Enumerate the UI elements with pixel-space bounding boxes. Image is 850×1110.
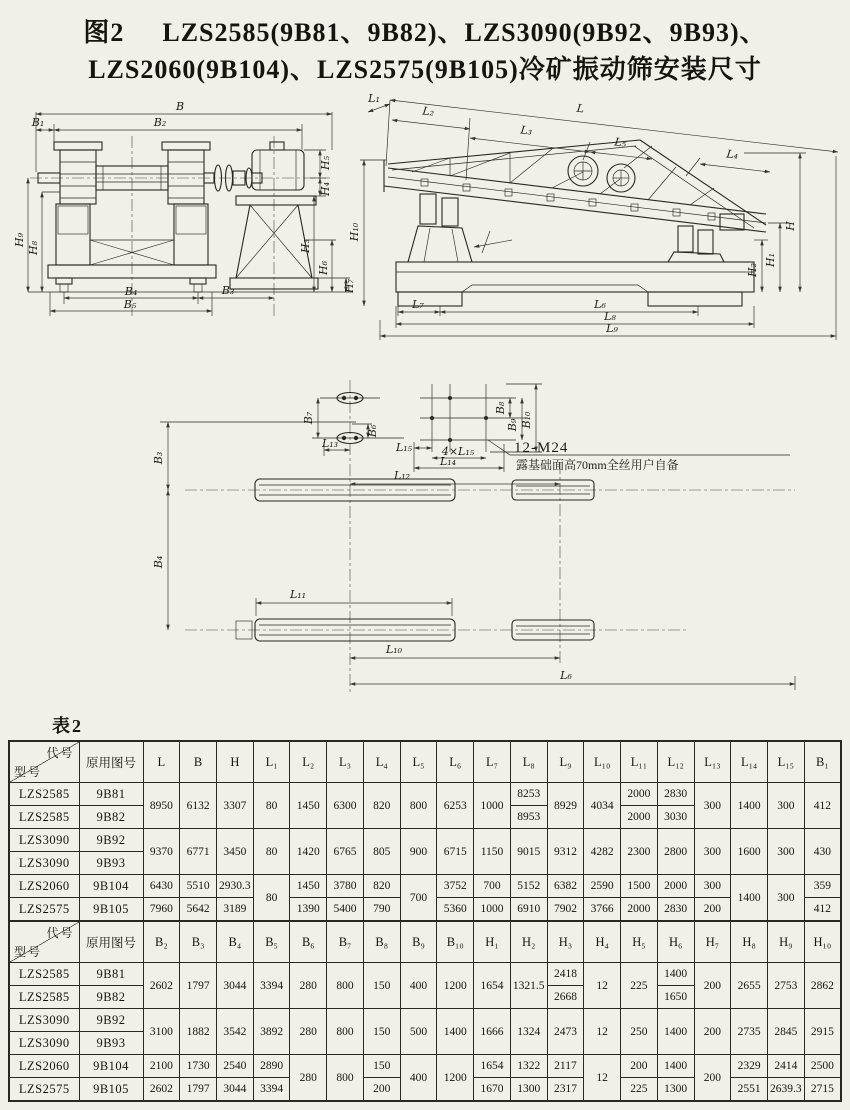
dim-header-cell: L₂ bbox=[290, 741, 327, 783]
model-cell: LZS3090 bbox=[9, 829, 79, 852]
front-view bbox=[13, 100, 356, 316]
dim-header-cell: B₂ bbox=[143, 921, 180, 963]
dim-header-cell: B₈ bbox=[363, 921, 400, 963]
value-cell: 500 bbox=[400, 1009, 437, 1055]
corner-label-bottom: 型号 bbox=[14, 945, 43, 959]
model-cell: LZS2585 bbox=[9, 986, 79, 1009]
dim-label-L5: L₅ bbox=[613, 135, 627, 150]
anchor-bolt-note: 露基础面高70mm全丝用户自备 bbox=[516, 458, 679, 472]
dim-label-L2: L₂ bbox=[421, 104, 435, 119]
dim-label-L6-side: L₆ bbox=[594, 298, 606, 311]
value-cell: 2000 bbox=[621, 898, 658, 922]
dim-label-H3: H₃ bbox=[299, 238, 312, 254]
value-cell: 250 bbox=[621, 1009, 658, 1055]
value-cell: 3450 bbox=[216, 829, 253, 875]
dim-header-cell: H bbox=[216, 741, 253, 783]
value-cell: 300 bbox=[767, 875, 804, 922]
dimension-table-wrapper bbox=[8, 740, 842, 1102]
value-cell: 790 bbox=[363, 898, 400, 922]
figure-caption-line1 bbox=[0, 14, 850, 51]
value-cell: 800 bbox=[327, 1009, 364, 1055]
dim-label-B9: B₉ bbox=[506, 418, 519, 432]
dim-header-cell: L₇ bbox=[474, 741, 511, 783]
value-cell: 1400 bbox=[731, 875, 768, 922]
dim-label-H4: H₄ bbox=[319, 181, 332, 197]
model-cell: LZS2060 bbox=[9, 875, 79, 898]
dim-header-cell: H₂ bbox=[510, 921, 547, 963]
value-cell: 6715 bbox=[437, 829, 474, 875]
value-cell: 4034 bbox=[584, 783, 621, 829]
value-cell: 3542 bbox=[216, 1009, 253, 1055]
dim-label-L11: L₁₁ bbox=[289, 588, 307, 601]
value-cell: 12 bbox=[584, 1055, 621, 1102]
corner-header-cell bbox=[9, 921, 79, 963]
dim-header-cell: B₁ bbox=[804, 741, 841, 783]
model-cell: LZS2060 bbox=[9, 1055, 79, 1078]
value-cell: 7902 bbox=[547, 898, 584, 922]
value-cell: 6300 bbox=[327, 783, 364, 829]
value-cell: 3044 bbox=[216, 963, 253, 1009]
drawing-no-cell: 9B93 bbox=[79, 852, 143, 875]
dim-header-cell: L₁₅ bbox=[767, 741, 804, 783]
value-cell: 3752 bbox=[437, 875, 474, 898]
dim-label-L1: L₁ bbox=[368, 92, 380, 105]
dim-header-cell: L₅ bbox=[400, 741, 437, 783]
drawing-no-header: 原用图号 bbox=[79, 741, 143, 783]
value-cell: 2639.3 bbox=[767, 1078, 804, 1102]
value-cell: 2830 bbox=[657, 898, 694, 922]
value-cell: 2753 bbox=[767, 963, 804, 1009]
value-cell: 412 bbox=[804, 898, 841, 922]
value-cell: 2551 bbox=[731, 1078, 768, 1102]
dim-header-cell: L₁₄ bbox=[731, 741, 768, 783]
value-cell: 3892 bbox=[253, 1009, 290, 1055]
value-cell: 1666 bbox=[474, 1009, 511, 1055]
value-cell: 280 bbox=[290, 963, 327, 1009]
table-header-row bbox=[9, 741, 841, 783]
dim-label-B7: B₇ bbox=[302, 411, 315, 425]
value-cell: 2915 bbox=[804, 1009, 841, 1055]
dim-label-H10: H₁₀ bbox=[348, 222, 361, 242]
value-cell: 700 bbox=[400, 875, 437, 922]
model-cell: LZS2575 bbox=[9, 1078, 79, 1102]
corner-label-bottom: 型号 bbox=[14, 765, 43, 779]
value-cell: 2300 bbox=[621, 829, 658, 875]
value-cell: 12 bbox=[584, 1009, 621, 1055]
value-cell: 8929 bbox=[547, 783, 584, 829]
dim-header-cell: L₁₁ bbox=[621, 741, 658, 783]
value-cell: 1654 bbox=[474, 1055, 511, 1078]
value-cell: 280 bbox=[290, 1055, 327, 1102]
dim-label-B3: B₃ bbox=[221, 284, 235, 297]
value-cell: 300 bbox=[767, 783, 804, 829]
dim-label-L12: L₁₂ bbox=[393, 469, 411, 482]
dim-header-cell: H₁ bbox=[474, 921, 511, 963]
dim-header-cell: L₄ bbox=[363, 741, 400, 783]
table-row bbox=[9, 1055, 841, 1078]
dim-header-cell: B₄ bbox=[216, 921, 253, 963]
value-cell: 2655 bbox=[731, 963, 768, 1009]
drawing-no-cell: 9B93 bbox=[79, 1032, 143, 1055]
drawing-no-cell: 9B104 bbox=[79, 875, 143, 898]
value-cell: 805 bbox=[363, 829, 400, 875]
drawing-no-cell: 9B92 bbox=[79, 1009, 143, 1032]
dim-header-cell: B₃ bbox=[180, 921, 217, 963]
value-cell: 2317 bbox=[547, 1078, 584, 1102]
dim-label-H5: H₅ bbox=[319, 155, 332, 171]
dim-header-cell: L₁₃ bbox=[694, 741, 731, 783]
value-cell: 200 bbox=[694, 898, 731, 922]
value-cell: 12 bbox=[584, 963, 621, 1009]
dim-label-L6-plan: L₆ bbox=[560, 669, 572, 682]
value-cell: 3030 bbox=[657, 806, 694, 829]
value-cell: 2602 bbox=[143, 1078, 180, 1102]
dim-label-H8: H₈ bbox=[27, 240, 40, 256]
value-cell: 2845 bbox=[767, 1009, 804, 1055]
value-cell: 2800 bbox=[657, 829, 694, 875]
dim-label-L9: L₉ bbox=[606, 322, 618, 335]
dim-label-L13: L₁₃ bbox=[321, 437, 339, 450]
value-cell: 800 bbox=[327, 963, 364, 1009]
model-cell: LZS2575 bbox=[9, 898, 79, 922]
dim-header-cell: B₁₀ bbox=[437, 921, 474, 963]
value-cell: 3044 bbox=[216, 1078, 253, 1102]
dim-label-H1: H₁ bbox=[764, 252, 777, 268]
value-cell: 1600 bbox=[731, 829, 768, 875]
value-cell: 6253 bbox=[437, 783, 474, 829]
value-cell: 2117 bbox=[547, 1055, 584, 1078]
value-cell: 225 bbox=[621, 1078, 658, 1102]
value-cell: 1300 bbox=[657, 1078, 694, 1102]
dim-label-L4: L₄ bbox=[725, 147, 739, 162]
value-cell: 2862 bbox=[804, 963, 841, 1009]
value-cell: 1670 bbox=[474, 1078, 511, 1102]
value-cell: 6430 bbox=[143, 875, 180, 898]
table-row bbox=[9, 963, 841, 986]
figure-number: 图2 bbox=[83, 18, 125, 47]
value-cell: 1000 bbox=[474, 898, 511, 922]
dim-header-cell: L₉ bbox=[547, 741, 584, 783]
table-header-row bbox=[9, 921, 841, 963]
drawing-no-cell: 9B92 bbox=[79, 829, 143, 852]
dim-header-cell: L₆ bbox=[437, 741, 474, 783]
model-cell: LZS2585 bbox=[9, 963, 79, 986]
value-cell: 2418 bbox=[547, 963, 584, 986]
value-cell: 1730 bbox=[180, 1055, 217, 1078]
table-row bbox=[9, 875, 841, 898]
dim-label-4xL15: 4×L₁₅ bbox=[441, 445, 475, 458]
value-cell: 200 bbox=[694, 1055, 731, 1102]
figure-title-part1: LZS2585(9B81、9B82)、LZS3090(9B92、9B93)、 bbox=[162, 18, 767, 47]
dim-header-cell: H₄ bbox=[584, 921, 621, 963]
value-cell: 6910 bbox=[510, 898, 547, 922]
dim-header-cell: L₁₀ bbox=[584, 741, 621, 783]
value-cell: 1322 bbox=[510, 1055, 547, 1078]
dim-header-cell: B₅ bbox=[253, 921, 290, 963]
value-cell: 3189 bbox=[216, 898, 253, 922]
value-cell: 1650 bbox=[657, 986, 694, 1009]
value-cell: 2830 bbox=[657, 783, 694, 806]
value-cell: 2930.3 bbox=[216, 875, 253, 898]
value-cell: 6382 bbox=[547, 875, 584, 898]
value-cell: 8253 bbox=[510, 783, 547, 806]
value-cell: 1797 bbox=[180, 963, 217, 1009]
value-cell: 1400 bbox=[657, 963, 694, 986]
table-row bbox=[9, 783, 841, 806]
drawing-no-cell: 9B81 bbox=[79, 963, 143, 986]
value-cell: 1150 bbox=[474, 829, 511, 875]
value-cell: 800 bbox=[400, 783, 437, 829]
dim-label-B4-plan: B₄ bbox=[152, 555, 165, 569]
dim-label-L8: L₈ bbox=[604, 310, 616, 323]
table-label: 表2 bbox=[52, 716, 83, 736]
dim-label-B2: B₂ bbox=[153, 116, 167, 129]
value-cell: 800 bbox=[327, 1055, 364, 1102]
value-cell: 1500 bbox=[621, 875, 658, 898]
value-cell: 6132 bbox=[180, 783, 217, 829]
value-cell: 300 bbox=[694, 783, 731, 829]
value-cell: 2500 bbox=[804, 1055, 841, 1078]
dim-header-cell: H₇ bbox=[694, 921, 731, 963]
value-cell: 5642 bbox=[180, 898, 217, 922]
drawing-no-cell: 9B105 bbox=[79, 1078, 143, 1102]
table-row bbox=[9, 829, 841, 852]
value-cell: 3100 bbox=[143, 1009, 180, 1055]
value-cell: 700 bbox=[474, 875, 511, 898]
value-cell: 820 bbox=[363, 875, 400, 898]
dim-header-cell: L bbox=[143, 741, 180, 783]
value-cell: 7960 bbox=[143, 898, 180, 922]
value-cell: 80 bbox=[253, 783, 290, 829]
value-cell: 9370 bbox=[143, 829, 180, 875]
dim-label-B6: B₆ bbox=[366, 424, 379, 438]
value-cell: 150 bbox=[363, 963, 400, 1009]
value-cell: 2540 bbox=[216, 1055, 253, 1078]
value-cell: 150 bbox=[363, 1009, 400, 1055]
drawing-no-header: 原用图号 bbox=[79, 921, 143, 963]
value-cell: 280 bbox=[290, 1009, 327, 1055]
dim-header-cell: H₁₀ bbox=[804, 921, 841, 963]
dim-label-H: H bbox=[784, 221, 797, 231]
value-cell: 5400 bbox=[327, 898, 364, 922]
value-cell: 225 bbox=[621, 963, 658, 1009]
value-cell: 9015 bbox=[510, 829, 547, 875]
value-cell: 2668 bbox=[547, 986, 584, 1009]
side-view bbox=[348, 92, 838, 340]
value-cell: 1390 bbox=[290, 898, 327, 922]
plan-view bbox=[152, 380, 795, 692]
dim-label-B3-plan: B₃ bbox=[152, 451, 165, 465]
dim-header-cell: L₁₂ bbox=[657, 741, 694, 783]
value-cell: 200 bbox=[363, 1078, 400, 1102]
value-cell: 1400 bbox=[657, 1009, 694, 1055]
drawing-no-cell: 9B82 bbox=[79, 806, 143, 829]
value-cell: 1420 bbox=[290, 829, 327, 875]
value-cell: 1300 bbox=[510, 1078, 547, 1102]
dim-label-L14: L₁₄ bbox=[439, 455, 457, 468]
value-cell: 1654 bbox=[474, 963, 511, 1009]
dim-label-B4: B₄ bbox=[124, 285, 138, 298]
value-cell: 900 bbox=[400, 829, 437, 875]
dim-header-cell: B bbox=[180, 741, 217, 783]
value-cell: 300 bbox=[767, 829, 804, 875]
value-cell: 2000 bbox=[657, 875, 694, 898]
installation-drawing bbox=[0, 88, 850, 712]
dim-label-B: B bbox=[175, 100, 185, 113]
value-cell: 300 bbox=[694, 829, 731, 875]
value-cell: 8953 bbox=[510, 806, 547, 829]
value-cell: 80 bbox=[253, 829, 290, 875]
value-cell: 1200 bbox=[437, 1055, 474, 1102]
value-cell: 1200 bbox=[437, 963, 474, 1009]
drawing-no-cell: 9B81 bbox=[79, 783, 143, 806]
dim-label-L: L bbox=[576, 101, 585, 116]
corner-header-cell bbox=[9, 741, 79, 783]
dim-header-cell: H₅ bbox=[621, 921, 658, 963]
dim-label-B8: B₈ bbox=[494, 401, 507, 415]
value-cell: 3766 bbox=[584, 898, 621, 922]
value-cell: 6771 bbox=[180, 829, 217, 875]
value-cell: 400 bbox=[400, 1055, 437, 1102]
figure-caption bbox=[0, 14, 850, 88]
value-cell: 2000 bbox=[621, 806, 658, 829]
drawing-no-cell: 9B105 bbox=[79, 898, 143, 922]
value-cell: 9312 bbox=[547, 829, 584, 875]
dim-header-cell: H₉ bbox=[767, 921, 804, 963]
value-cell: 3394 bbox=[253, 963, 290, 1009]
value-cell: 5510 bbox=[180, 875, 217, 898]
value-cell: 150 bbox=[363, 1055, 400, 1078]
dim-label-B10: B₁₀ bbox=[520, 411, 533, 429]
value-cell: 359 bbox=[804, 875, 841, 898]
anchor-bolt-spec: 12-M24 bbox=[514, 440, 569, 456]
value-cell: 3780 bbox=[327, 875, 364, 898]
value-cell: 1000 bbox=[474, 783, 511, 829]
table-row bbox=[9, 1009, 841, 1032]
value-cell: 200 bbox=[694, 1009, 731, 1055]
dim-header-cell: H₃ bbox=[547, 921, 584, 963]
value-cell: 2473 bbox=[547, 1009, 584, 1055]
value-cell: 2590 bbox=[584, 875, 621, 898]
value-cell: 200 bbox=[694, 963, 731, 1009]
model-cell: LZS3090 bbox=[9, 1032, 79, 1055]
dim-label-L7: L₇ bbox=[412, 298, 424, 311]
dim-label-H2: H₂ bbox=[746, 262, 759, 278]
dim-header-cell: L₃ bbox=[327, 741, 364, 783]
value-cell: 1797 bbox=[180, 1078, 217, 1102]
value-cell: 1882 bbox=[180, 1009, 217, 1055]
value-cell: 6765 bbox=[327, 829, 364, 875]
drawing-no-cell: 9B82 bbox=[79, 986, 143, 1009]
corner-label-top: 代号 bbox=[46, 746, 75, 760]
value-cell: 2100 bbox=[143, 1055, 180, 1078]
dim-label-B1: B₁ bbox=[31, 116, 45, 129]
value-cell: 5152 bbox=[510, 875, 547, 898]
value-cell: 2329 bbox=[731, 1055, 768, 1078]
dim-label-L10: L₁₀ bbox=[385, 643, 403, 656]
dim-header-cell: L₈ bbox=[510, 741, 547, 783]
model-cell: LZS2585 bbox=[9, 783, 79, 806]
value-cell: 1400 bbox=[657, 1055, 694, 1078]
value-cell: 2000 bbox=[621, 783, 658, 806]
model-cell: LZS3090 bbox=[9, 1009, 79, 1032]
value-cell: 820 bbox=[363, 783, 400, 829]
drawing-no-cell: 9B104 bbox=[79, 1055, 143, 1078]
figure-caption-line2: LZS2060(9B104)、LZS2575(9B105)冷矿振动筛安装尺寸 bbox=[88, 55, 762, 84]
value-cell: 8950 bbox=[143, 783, 180, 829]
value-cell: 2715 bbox=[804, 1078, 841, 1102]
value-cell: 300 bbox=[694, 875, 731, 898]
value-cell: 1450 bbox=[290, 783, 327, 829]
value-cell: 1400 bbox=[731, 783, 768, 829]
value-cell: 1450 bbox=[290, 875, 327, 898]
dim-header-cell: H₆ bbox=[657, 921, 694, 963]
corner-label-top: 代号 bbox=[46, 926, 75, 940]
value-cell: 3307 bbox=[216, 783, 253, 829]
dim-label-H9: H₉ bbox=[13, 232, 26, 248]
dim-header-cell: B₉ bbox=[400, 921, 437, 963]
value-cell: 4282 bbox=[584, 829, 621, 875]
value-cell: 3394 bbox=[253, 1078, 290, 1102]
value-cell: 2890 bbox=[253, 1055, 290, 1078]
dimension-table bbox=[8, 740, 842, 1102]
value-cell: 1321.5 bbox=[510, 963, 547, 1009]
value-cell: 1400 bbox=[437, 1009, 474, 1055]
value-cell: 2735 bbox=[731, 1009, 768, 1055]
value-cell: 400 bbox=[400, 963, 437, 1009]
model-cell: LZS2585 bbox=[9, 806, 79, 829]
dim-label-L3: L₃ bbox=[519, 123, 533, 138]
dim-label-H7: H₇ bbox=[343, 278, 356, 294]
dim-header-cell: B₆ bbox=[290, 921, 327, 963]
dim-label-H6: H₆ bbox=[317, 260, 330, 276]
value-cell: 80 bbox=[253, 875, 290, 922]
value-cell: 430 bbox=[804, 829, 841, 875]
dim-header-cell: H₈ bbox=[731, 921, 768, 963]
dim-header-cell: B₇ bbox=[327, 921, 364, 963]
dim-label-L15: L₁₅ bbox=[395, 441, 413, 454]
value-cell: 2602 bbox=[143, 963, 180, 1009]
value-cell: 2414 bbox=[767, 1055, 804, 1078]
value-cell: 200 bbox=[621, 1055, 658, 1078]
value-cell: 5360 bbox=[437, 898, 474, 922]
value-cell: 1324 bbox=[510, 1009, 547, 1055]
value-cell: 412 bbox=[804, 783, 841, 829]
model-cell: LZS3090 bbox=[9, 852, 79, 875]
dim-header-cell: L₁ bbox=[253, 741, 290, 783]
dim-label-B5: B₅ bbox=[123, 298, 137, 311]
